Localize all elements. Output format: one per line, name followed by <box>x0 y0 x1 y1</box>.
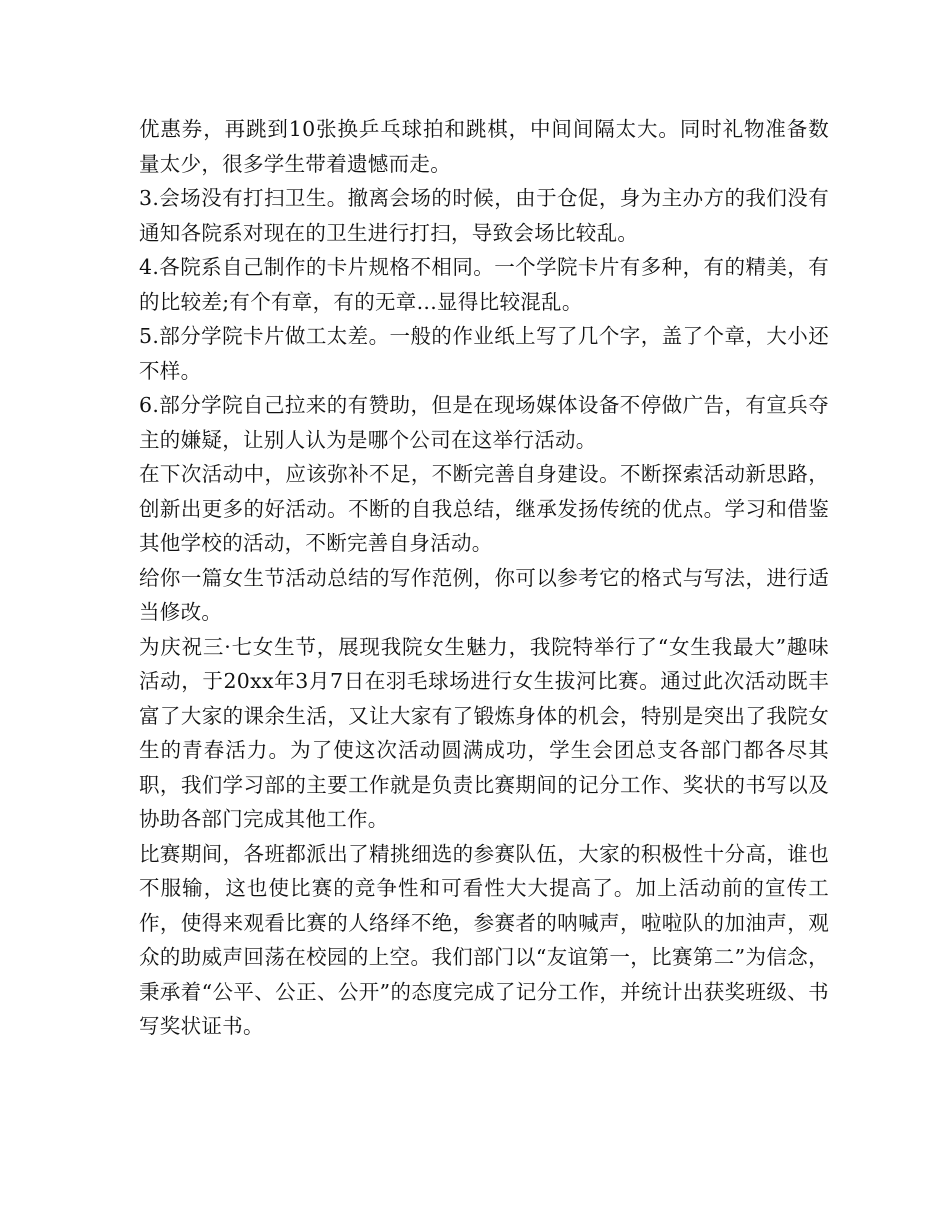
document-body <box>139 112 829 1044</box>
paragraph-example-intro: 给你一篇女生节活动总结的写作范例，你可以参考它的格式与写法，进行适当修改。 <box>139 565 829 624</box>
paragraph-item-4-card-specs: 4.各院系自己制作的卡片规格不相同。一个学院卡片有多种，有的精美，有的比较差;有个有章，有的无章...显得比较混乱。 <box>139 255 829 314</box>
paragraph-improvement-plan: 在下次活动中，应该弥补不足，不断完善自身建设。不断探索活动新思路，创新出更多的好活动。不断的自我总结，继承发扬传统的优点。学习和借鉴其他学校的活动，不断完善自身活动。 <box>139 462 829 555</box>
paragraph-competition-summary: 比赛期间，各班都派出了精挑细选的参赛队伍，大家的积极性十分高，谁也不服输，这也使比赛的竞争性和可看性大大提高了。加上活动前的宣传工作，使得来观看比赛的人络绎不绝，参赛者的呐喊声，啦啦队的加油声，观众的助威声回荡在校园的上空。我们部门以“友谊第一，比赛第二”为信念，秉承着“公平、公正、公开”的态度完成了记分工作，并统计出获奖班级、书写奖状证书。 <box>139 841 829 1038</box>
paragraph-item-5-card-quality: 5.部分学院卡片做工太差。一般的作业纸上写了几个字，盖了个章，大小还不样。 <box>139 324 829 383</box>
paragraph-gift-distribution: 优惠券，再跳到10张换乒乓球拍和跳棋，中间间隔太大。同时礼物准备数量太少，很多学生带着遗憾而走。 <box>139 117 829 176</box>
paragraph-womens-day-event: 为庆祝三·七女生节，展现我院女生魅力，我院特举行了“女生我最大”趣味活动，于20xx年3月7日在羽毛球场进行女生拔河比赛。通过此次活动既丰富了大家的课余生活，又让大家有了锻炼身体的机会，特别是突出了我院女生的青春活力。为了使这次活动圆满成功，学生会团总支各部门都各尽其职，我们学习部的主要工作就是负责比赛期间的记分工作、奖状的书写以及协助各部门完成其他工作。 <box>139 634 829 831</box>
paragraph-item-3-cleanup: 3.会场没有打扫卫生。撤离会场的时候，由于仓促，身为主办方的我们没有通知各院系对现在的卫生进行打扫，导致会场比较乱。 <box>139 186 829 245</box>
paragraph-item-6-sponsorship: 6.部分学院自己拉来的有赞助，但是在现场媒体设备不停做广告，有宣兵夺主的嫌疑，让别人认为是哪个公司在这举行活动。 <box>139 393 829 452</box>
